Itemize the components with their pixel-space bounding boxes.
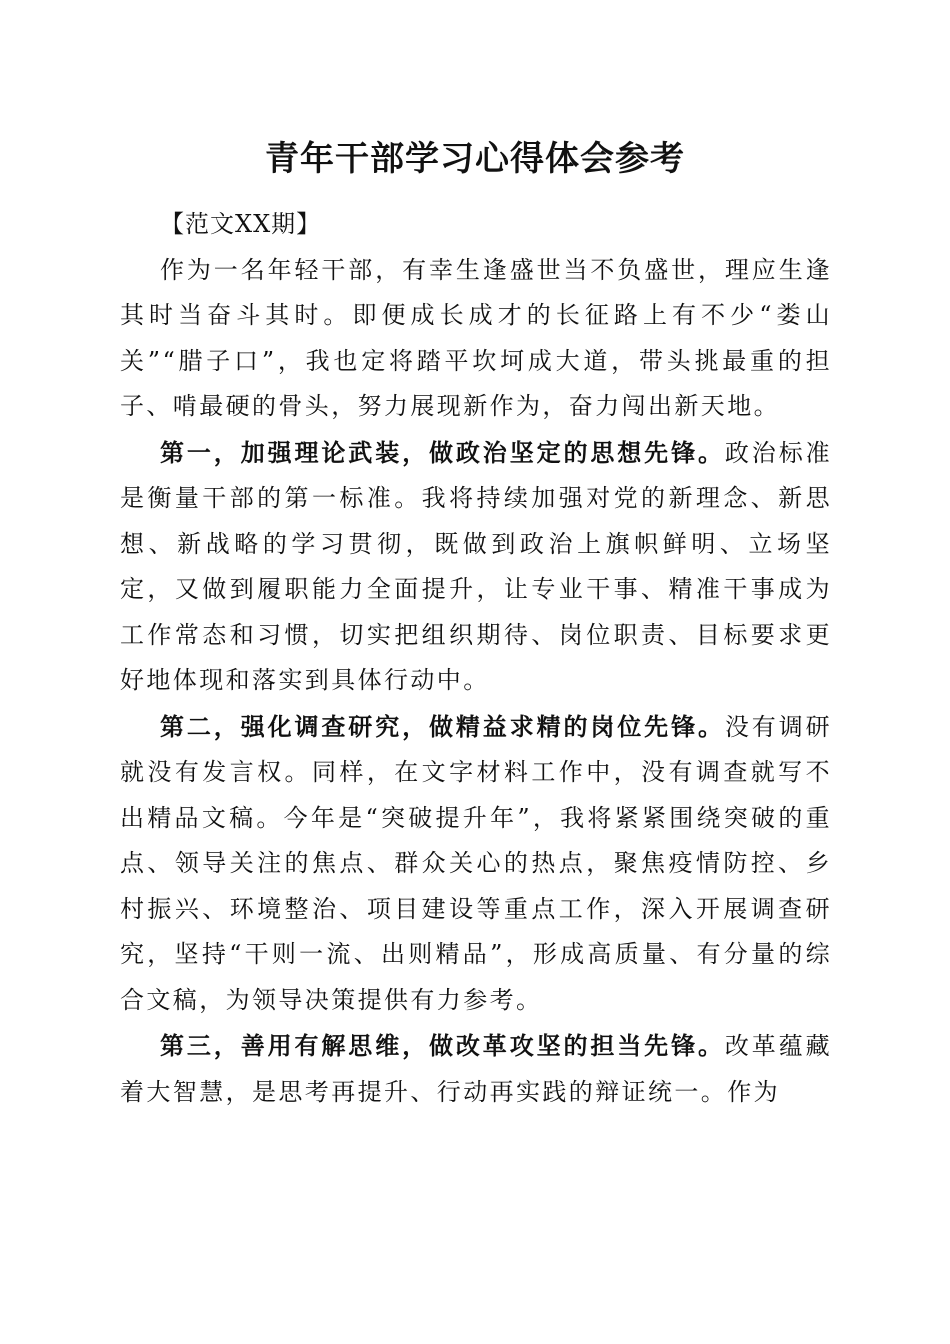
intro-paragraph: 作为一名年轻干部，有幸生逢盛世当不负盛世，理应生逢其时当奋斗其时。即便成长成才的长征路上有不少“娄山关”“腊子口”，我也定将踏平坎坷成大道，带头挑最重的担子、啃最硬的骨头，努力展现新作为，奋力闯出新天地。 xyxy=(120,255,832,420)
section-text-2: 没有调研就没有发言权。同样，在文字材料工作中，没有调查就写不出精品文稿。今年是“突破提升年”，我将紧紧围绕突破的重点、领导关注的焦点、群众关心的热点，聚焦疫情防控、乡村振兴、环境整治、项目建设等重点工作，深入开展调查研究，坚持“干则一流、出则精品”，形成高质量、有分量的综合文稿，为领导决策提供有力参考。 xyxy=(120,712,832,1014)
issue-tag: 【范文XX期】 xyxy=(160,210,322,238)
section-paragraph-3 xyxy=(120,1023,832,1115)
section-paragraph-2 xyxy=(120,704,832,1024)
section-lead-1: 第一，加强理论武装，做政治坚定的思想先锋。 xyxy=(160,437,725,467)
section-lead-2: 第二，强化调查研究，做精益求精的岗位先锋。 xyxy=(160,711,725,741)
document-title: 青年干部学习心得体会参考 xyxy=(265,139,685,179)
section-text-1: 政治标准是衡量干部的第一标准。我将持续加强对党的新理念、新思想、新战略的学习贯彻，既做到政治上旗帜鲜明、立场坚定，又做到履职能力全面提升，让专业干事、精准干事成为工作常态和习惯，切实把组织期待、岗位职责、目标要求更好地体现和落实到具体行动中。 xyxy=(120,438,832,694)
section-lead-3: 第三，善用有解思维，做改革攻坚的担当先锋。 xyxy=(160,1031,725,1060)
section-text-3: 改革蕴藏着大智慧，是思考再提升、行动再实践的辩证统一。作为 xyxy=(120,1032,832,1106)
section-paragraph-1 xyxy=(120,430,832,704)
document-body xyxy=(120,202,832,1115)
